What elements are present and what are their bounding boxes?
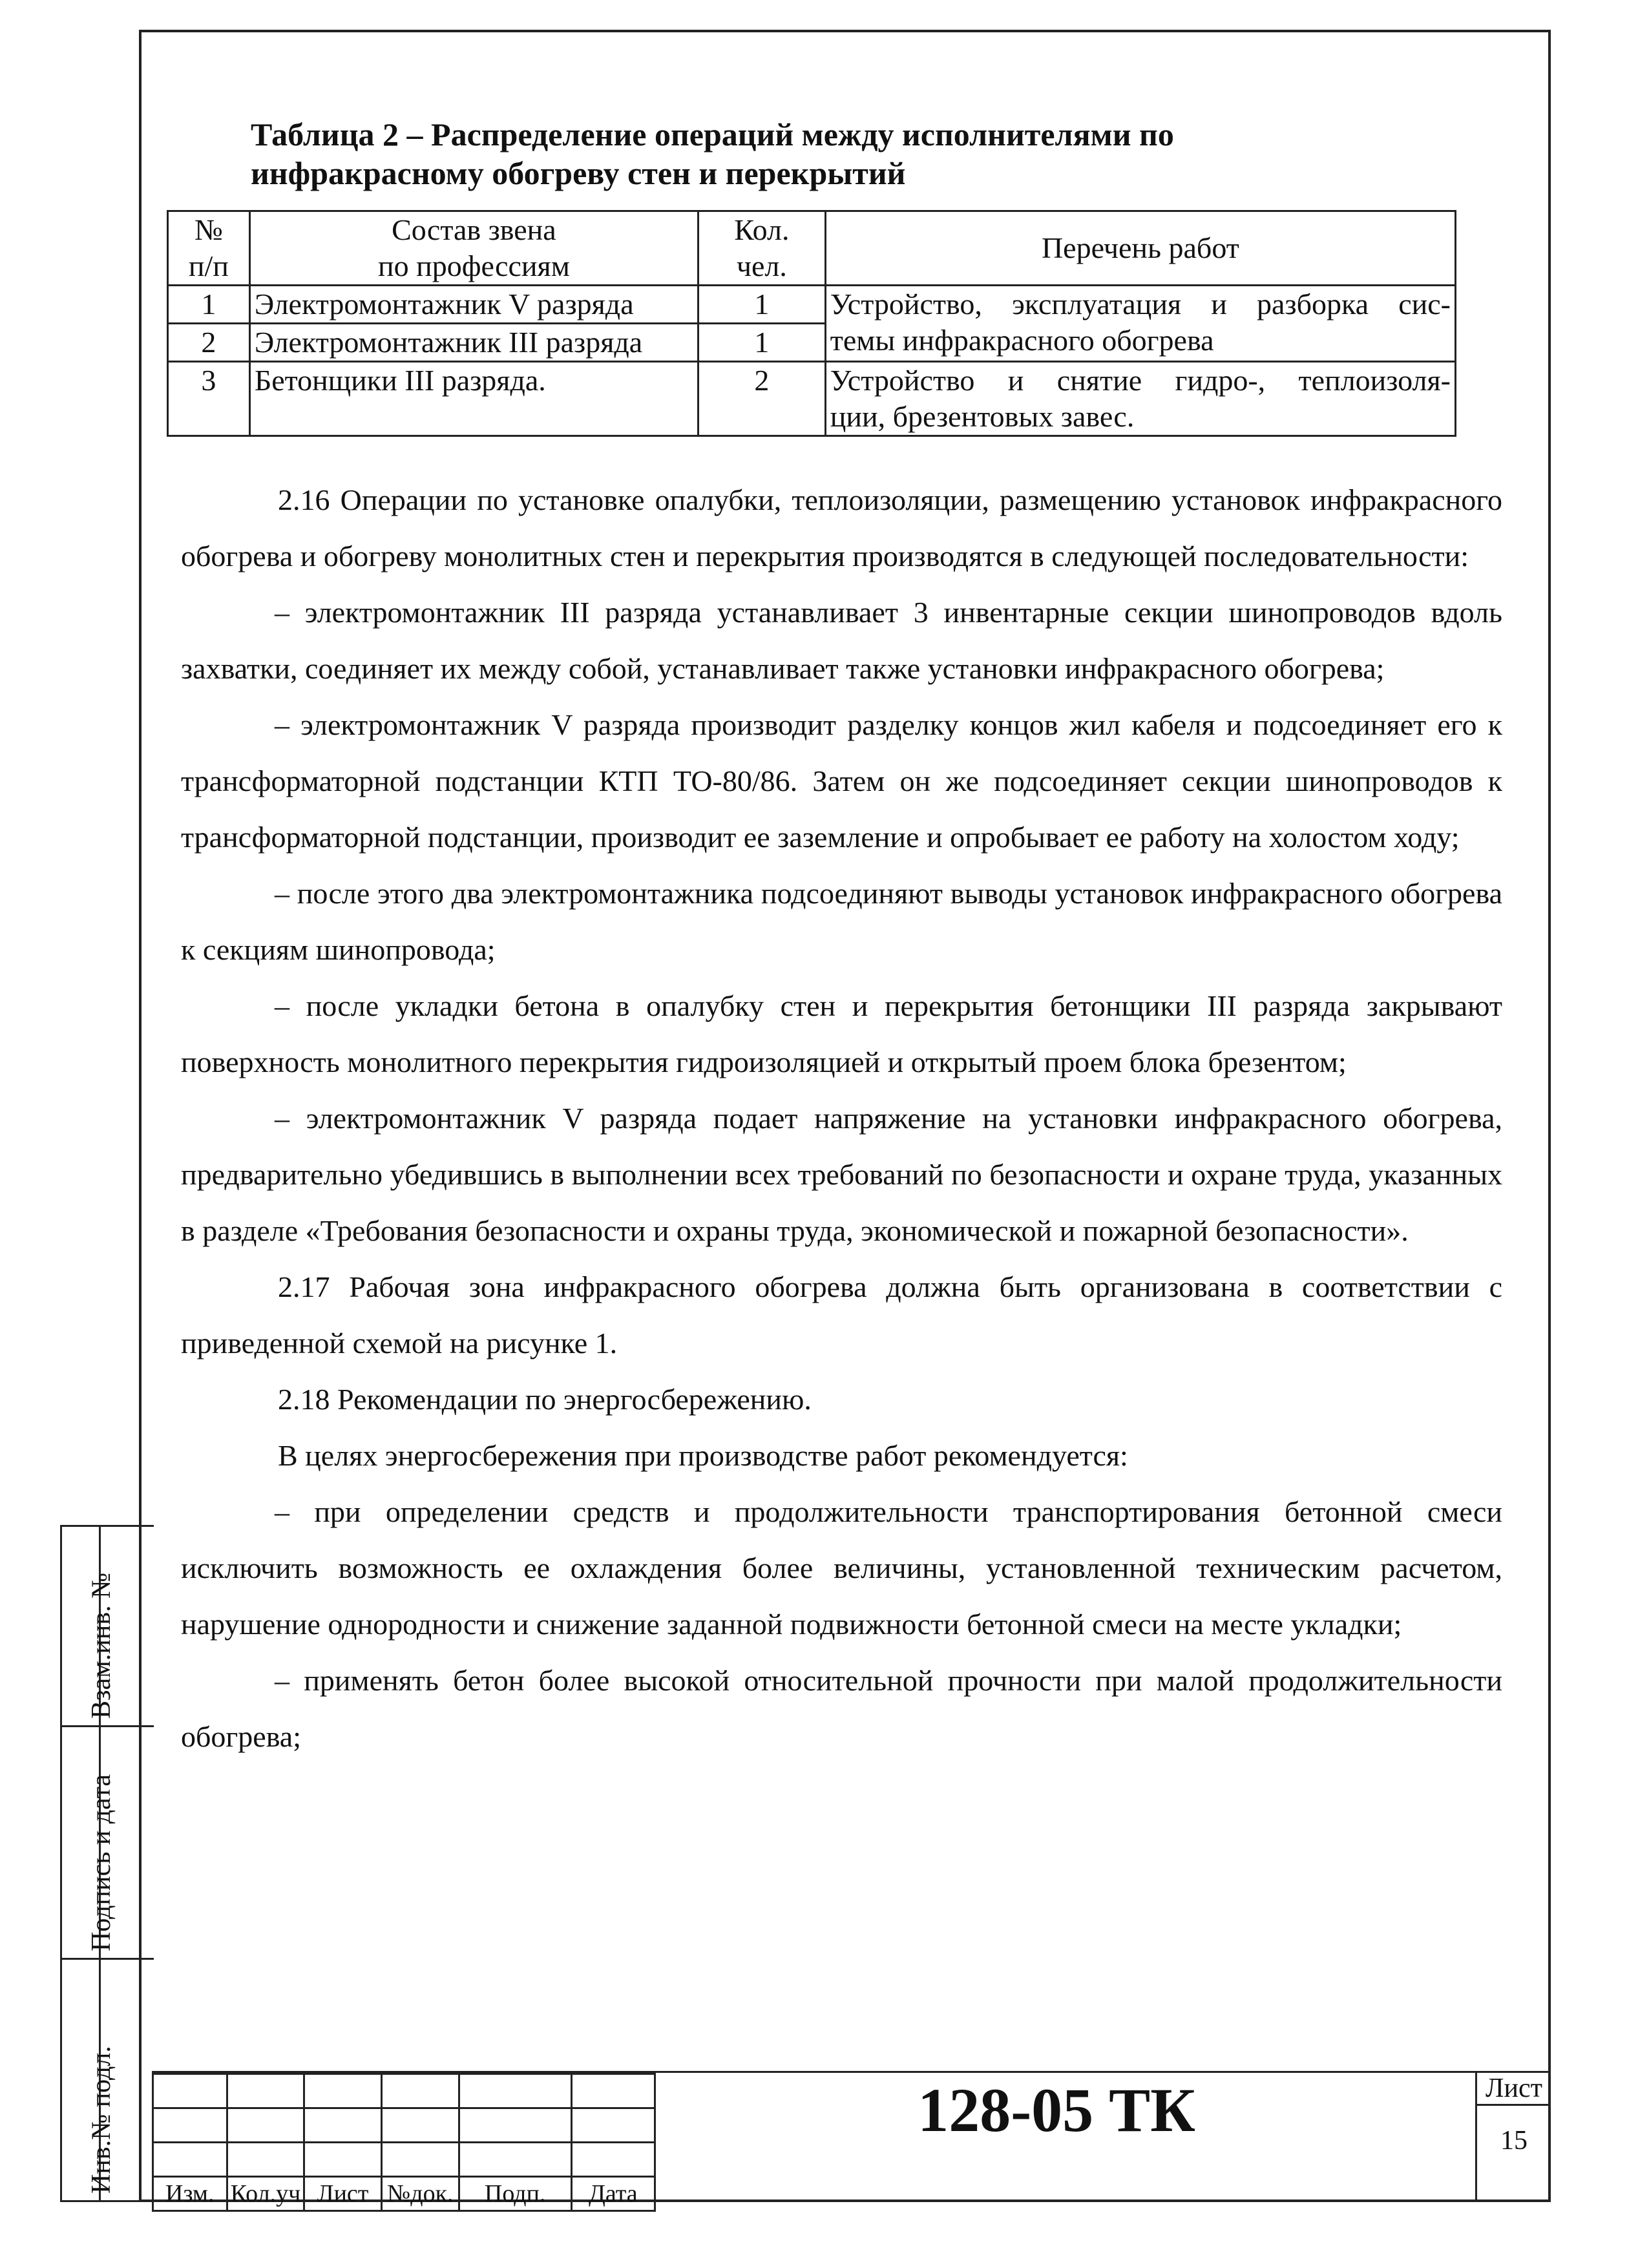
table-title-line2: инфракрасному обогреву стен и перекрытий: [251, 155, 906, 191]
rows12-works-l2: темы инфракрасного обогрева: [830, 324, 1214, 357]
row3-qty: 2: [698, 362, 826, 436]
table-row: [168, 286, 1456, 324]
sheet-box: [1475, 2073, 1551, 2202]
stamp-podpis-label: Подпись и дата: [87, 1774, 116, 1951]
col-data: Дата: [571, 2177, 655, 2211]
row3-works: [825, 362, 1455, 436]
row3-crew: Бетонщики III разряда.: [249, 362, 698, 436]
col-izm: Изм.: [153, 2177, 227, 2211]
row2-crew: Электромонтажник III разряда: [249, 324, 698, 362]
col-podp: Подп.: [459, 2177, 571, 2211]
stamp-inv-label: Инв.№ подл.: [87, 2046, 116, 2194]
table-title: [251, 115, 1349, 193]
list-item: – применять бетон более высокой относительной прочности при малой продолжительности обогрева;: [181, 1664, 1502, 1753]
body-text: [181, 472, 1502, 1765]
side-stamp: [60, 1525, 154, 2202]
row3-works-l1: Устройство и снятие гидро-, теплоизоля-: [830, 364, 1451, 397]
col-list: Лист: [304, 2177, 382, 2211]
table-title-line1: Таблица 2 – Распределение операций между исполнителями по: [251, 116, 1174, 152]
paragraph-2-17: 2.17 Рабочая зона инфракрасного обогрева должна быть организована в соответствии с приведенной схемой на рисунке 1.: [181, 1270, 1502, 1360]
header-crew-l2: по профессиям: [378, 249, 570, 282]
row2-num: 2: [168, 324, 250, 362]
rows12-works-l1: Устройство, эксплуатация и разборка сис-: [830, 288, 1451, 320]
col-ndok: №док.: [381, 2177, 459, 2211]
revision-grid: [152, 2073, 656, 2212]
row1-crew: Электромонтажник V разряда: [249, 286, 698, 324]
rows12-works: [825, 286, 1455, 362]
header-crew-l1: Состав звена: [392, 213, 556, 246]
document-code: 128-05 ТК: [918, 2075, 1195, 2145]
header-crew: [249, 211, 698, 286]
list-item: – при определении средств и продолжительности транспортирования бетонной смеси исключить возможность ее охлаждения более величины, установленной техническим расчетом, нарушение однородности и снижение заданной подвижности бетонной смеси на месте укладки;: [181, 1495, 1502, 1641]
header-qty-l1: Кол.: [734, 213, 790, 246]
stamp-vzam-label: Взам.инв. №: [87, 1572, 116, 1719]
col-kol-uch: Кол.уч: [227, 2177, 304, 2211]
table-header-row: [168, 211, 1456, 286]
paragraph-2-18-intro: В целях энергосбережения при производстве работ рекомендуется:: [278, 1439, 1128, 1472]
header-num: [168, 211, 250, 286]
row3-works-l2: ции, брезентовых завес.: [830, 400, 1135, 433]
row1-qty: 1: [698, 286, 826, 324]
paragraph-2-18: 2.18 Рекомендации по энергосбережению.: [278, 1383, 812, 1416]
header-num-l1: №: [194, 213, 223, 246]
row1-num: 1: [168, 286, 250, 324]
operations-table: [167, 210, 1456, 437]
list-item: – электромонтажник III разряда устанавливает 3 инвентарные секции шинопроводов вдоль захватки, соединяет их между собой, устанавливает также установки инфракрасного обогрева;: [181, 596, 1502, 685]
paragraph-2-16: 2.16 Операции по установке опалубки, теплоизоляции, размещению установок инфракрасного обогрева и обогреву монолитных стен и перекрытия производятся в следующей последовательности:: [181, 483, 1502, 572]
row2-qty: 1: [698, 324, 826, 362]
header-qty: [698, 211, 826, 286]
title-block-top-line: [152, 2071, 1551, 2073]
list-item: – электромонтажник V разряда производит разделку концов жил кабеля и подсоединяет его к трансформаторной подстанции КТП ТО-80/86. Затем он же подсоединяет секции шинопроводов к трансформаторной подстанции, производит ее заземление и опробывает ее работу на холостом ходу;: [181, 708, 1502, 854]
header-qty-l2: чел.: [736, 249, 787, 282]
sheet-number: 15: [1500, 2126, 1528, 2156]
revision-header-row: [153, 2177, 655, 2211]
table-row: [168, 362, 1456, 436]
list-item: – после этого два электромонтажника подсоединяют выводы установок инфракрасного обогрева к секциям шинопровода;: [181, 877, 1502, 966]
list-item: – электромонтажник V разряда подает напряжение на установки инфракрасного обогрева, предварительно убедившись в выполнении всех требований по безопасности и охране труда, указанных в разделе «Требования безопасности и охраны труда, экономической и пожарной безопасности».: [181, 1102, 1502, 1247]
header-works: Перечень работ: [825, 211, 1455, 286]
row3-num: 3: [168, 362, 250, 436]
list-item: – после укладки бетона в опалубку стен и перекрытия бетонщики III разряда закрывают поверхность монолитного перекрытия гидроизоляцией и открытый проем блока брезентом;: [181, 989, 1502, 1078]
sheet-label: Лист: [1477, 2073, 1551, 2106]
header-num-l2: п/п: [188, 249, 229, 282]
